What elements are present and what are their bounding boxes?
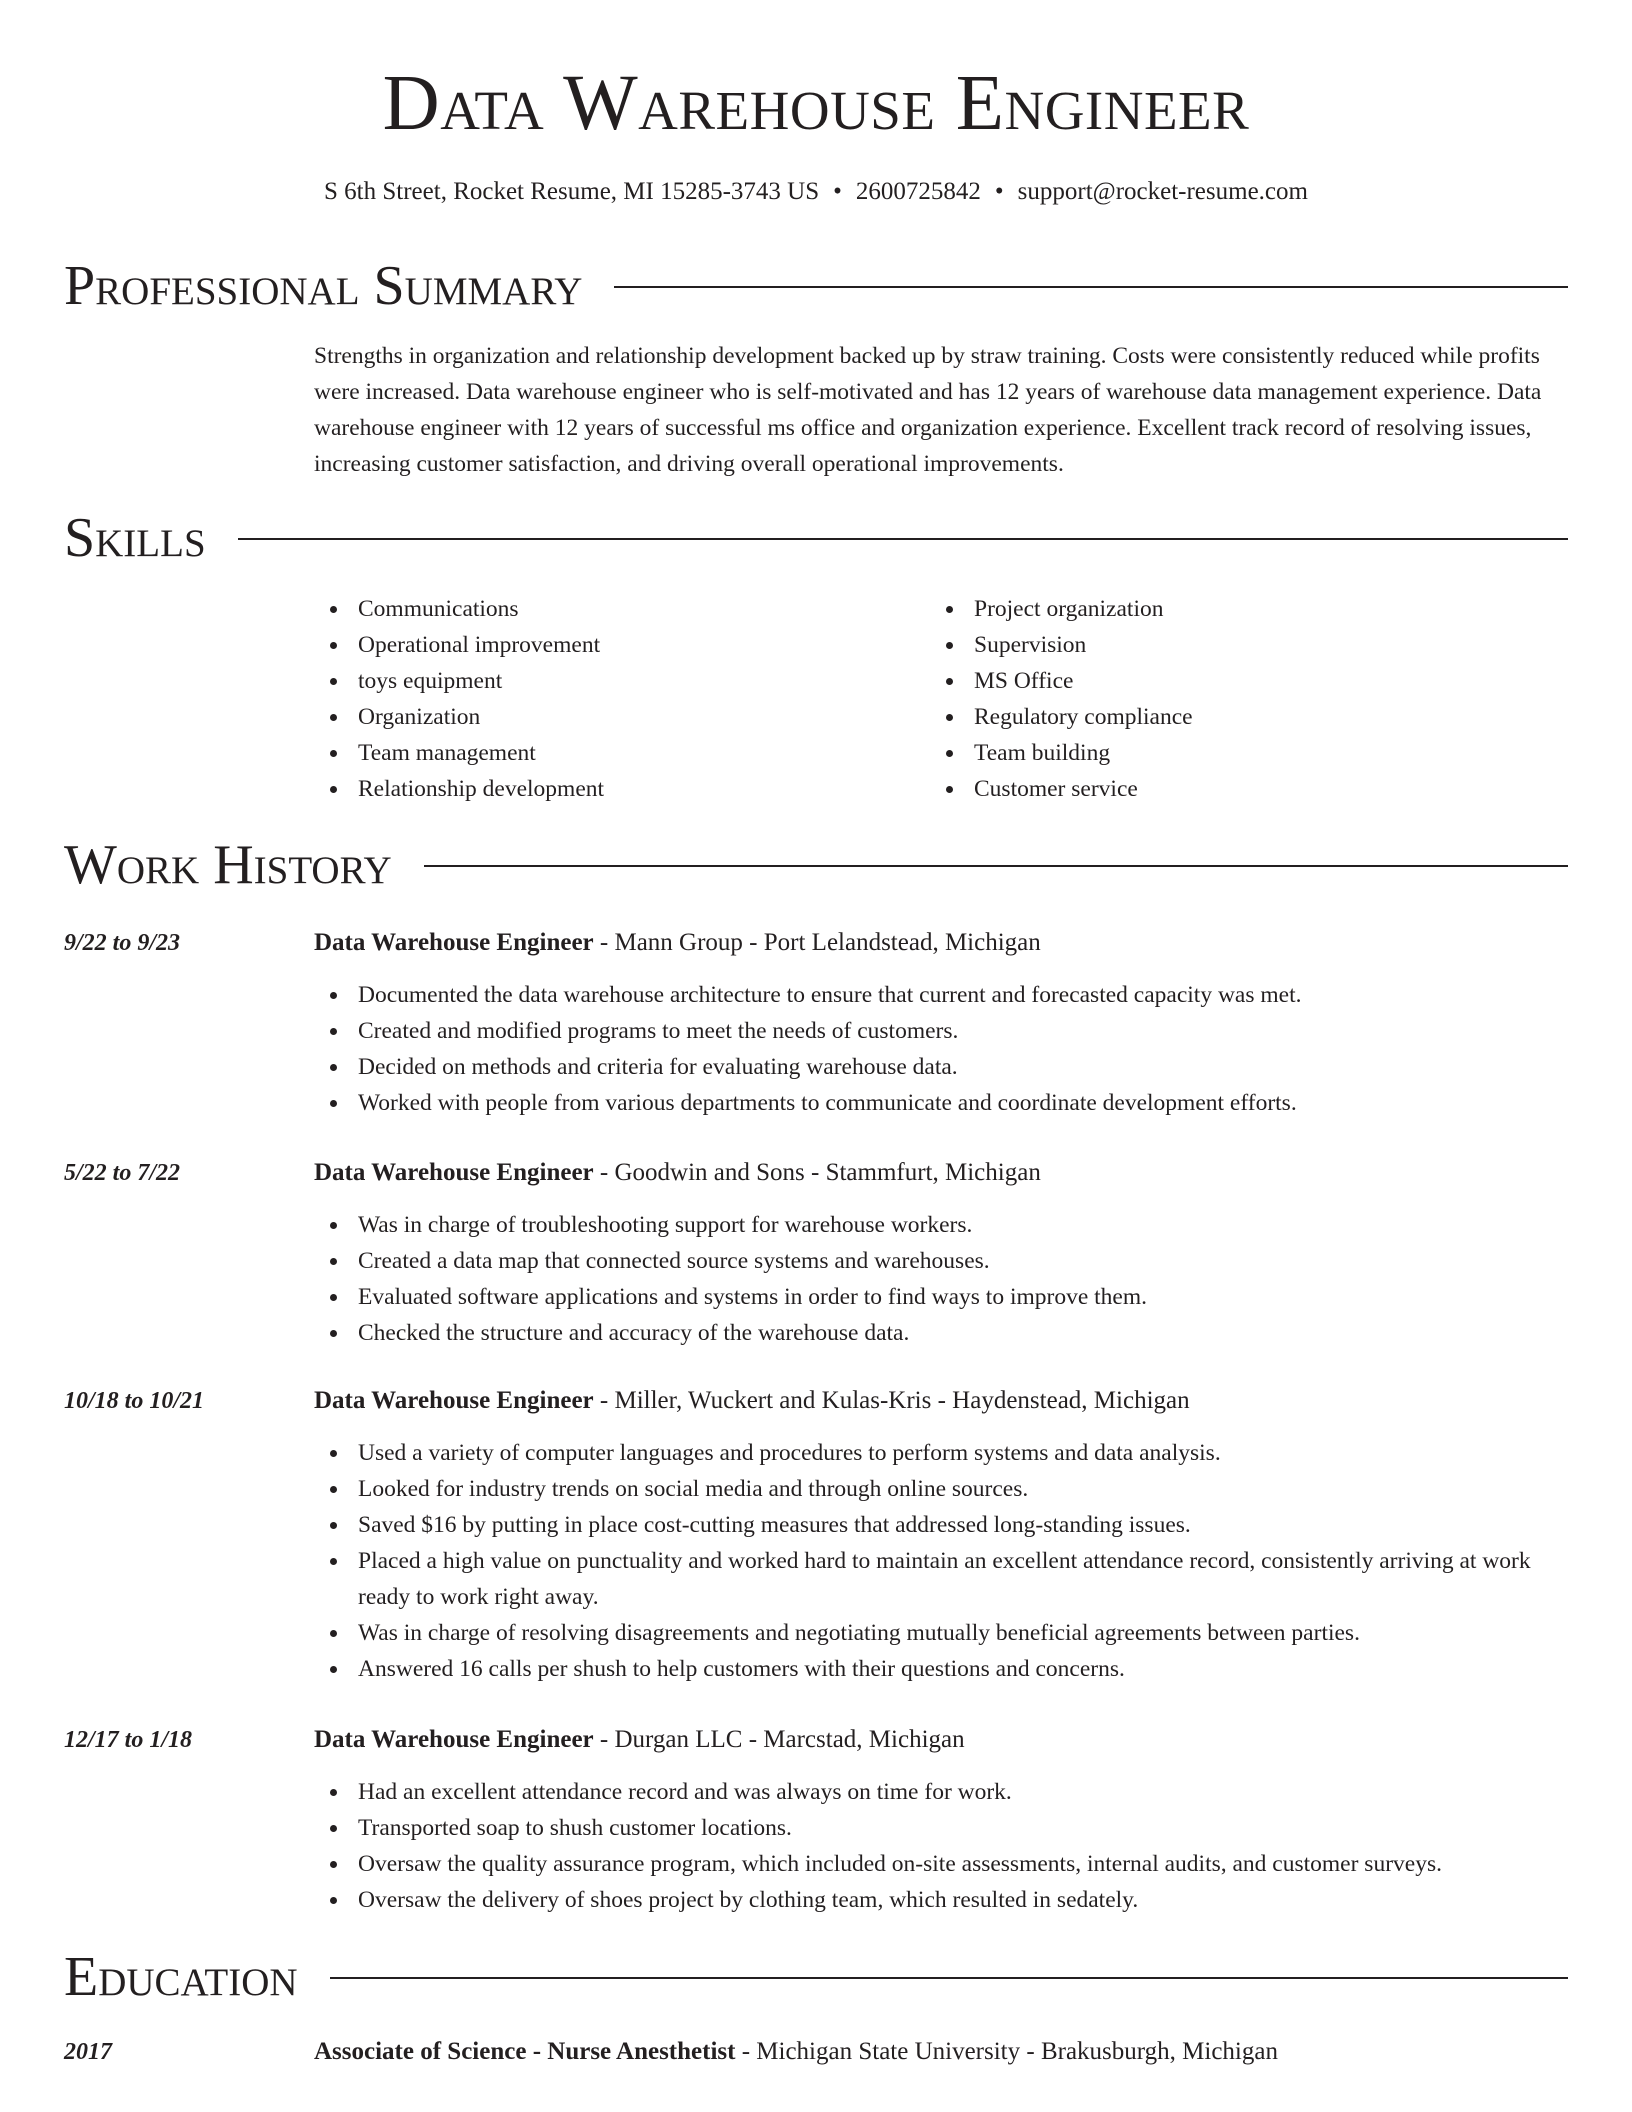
summary-heading — [64, 253, 1568, 319]
summary-text: Strengths in organization and relationship development backed up by straw training. Costs were consistently reduced while profits were increased. Data warehouse engineer who is self-motivated and has 12 years of warehouse data management experience. Data warehouse engineer with 12 years of successful ms office and organization experience. Excellent track record of resolving issues, increasing customer satisfaction, and driving overall operational improvements. — [314, 343, 1542, 477]
job-dates: 5/22 to 7/22 — [64, 1160, 181, 1186]
job-bullet: Answered 16 calls per shush to help customers with their questions and concerns. — [314, 1651, 1568, 1687]
section-divider — [424, 865, 1568, 867]
job-bullet-list — [314, 1207, 1568, 1351]
education-title: Education — [64, 1946, 298, 2008]
job-bullet-list — [314, 977, 1568, 1121]
job-title: Data Warehouse Engineer — [314, 1726, 594, 1753]
skill-item: Project organization — [930, 591, 1530, 627]
contact-line — [0, 176, 1632, 208]
job-bullet-list — [314, 1774, 1568, 1918]
job-bullet: Was in charge of resolving disagreements and negotiating mutually beneficial agreements between parties. — [314, 1615, 1568, 1651]
work-history-title: Work History — [64, 834, 392, 896]
job-bullet: Created and modified programs to meet the needs of customers. — [314, 1013, 1568, 1049]
contact-address: S 6th Street, Rocket Resume, MI 15285-3743 US — [324, 178, 820, 205]
education-details: - Michigan State University - Brakusburgh, Michigan — [735, 2038, 1278, 2065]
skill-item: Team building — [930, 735, 1530, 771]
job-bullet-list — [314, 1435, 1568, 1687]
work-history-heading — [64, 832, 1568, 898]
skill-item: Regulatory compliance — [930, 699, 1530, 735]
skills-heading — [64, 505, 1568, 571]
job-bullet: Oversaw the delivery of shoes project by clothing team, which resulted in sedately. — [314, 1882, 1568, 1918]
skills-list-left — [314, 591, 914, 807]
skill-item: Relationship development — [314, 771, 914, 807]
job-bullet: Had an excellent attendance record and was always on time for work. — [314, 1774, 1568, 1810]
job-title: Data Warehouse Engineer — [314, 1387, 594, 1414]
skill-item: toys equipment — [314, 663, 914, 699]
education-degree: Associate of Science - Nurse Anesthetist — [314, 2038, 736, 2065]
skills-list-right — [930, 591, 1530, 807]
skill-item: MS Office — [930, 663, 1530, 699]
job-bullet: Used a variety of computer languages and procedures to perform systems and data analysis. — [314, 1435, 1568, 1471]
skills-title: Skills — [64, 507, 206, 569]
resume-name: Data Warehouse Engineer — [382, 60, 1250, 147]
job-bullet: Created a data map that connected source systems and warehouses. — [314, 1243, 1568, 1279]
skill-item: Customer service — [930, 771, 1530, 807]
job-bullet: Transported soap to shush customer locations. — [314, 1810, 1568, 1846]
education-year: 2017 — [64, 2039, 112, 2065]
job-bullet: Saved $16 by putting in place cost-cutting measures that addressed long-standing issues. — [314, 1507, 1568, 1543]
contact-phone: 2600725842 — [855, 178, 981, 205]
job-bullet: Evaluated software applications and systems in order to find ways to improve them. — [314, 1279, 1568, 1315]
job-details: - Goodwin and Sons - Stammfurt, Michigan — [593, 1159, 1041, 1186]
job-details: - Mann Group - Port Lelandstead, Michigan — [593, 929, 1041, 956]
job-title: Data Warehouse Engineer — [314, 1159, 594, 1186]
skill-item: Organization — [314, 699, 914, 735]
skill-item: Communications — [314, 591, 914, 627]
job-heading — [314, 925, 1568, 961]
skill-item: Team management — [314, 735, 914, 771]
job-details: - Miller, Wuckert and Kulas-Kris - Haydenstead, Michigan — [593, 1387, 1190, 1414]
job-bullet: Worked with people from various departments to communicate and coordinate development efforts. — [314, 1085, 1568, 1121]
job-title: Data Warehouse Engineer — [314, 929, 594, 956]
job-bullet: Checked the structure and accuracy of the warehouse data. — [314, 1315, 1568, 1351]
skill-item: Supervision — [930, 627, 1530, 663]
contact-email: support@rocket-resume.com — [1017, 178, 1308, 205]
section-divider — [330, 1977, 1568, 1979]
job-bullet: Decided on methods and criteria for evaluating warehouse data. — [314, 1049, 1568, 1085]
education-entry — [314, 2034, 1568, 2070]
job-heading — [314, 1383, 1568, 1419]
section-divider — [614, 286, 1568, 288]
section-divider — [238, 538, 1568, 540]
contact-separator: • — [994, 178, 1004, 205]
job-details: - Durgan LLC - Marcstad, Michigan — [593, 1726, 965, 1753]
job-dates: 10/18 to 10/21 — [64, 1388, 205, 1414]
job-bullet: Placed a high value on punctuality and worked hard to maintain an excellent attendance record, consistently arriving at work ready to work right away. — [314, 1543, 1568, 1615]
job-bullet: Oversaw the quality assurance program, which included on-site assessments, internal audits, and customer surveys. — [314, 1846, 1568, 1882]
summary-title: Professional Summary — [64, 255, 583, 317]
job-heading — [314, 1155, 1568, 1191]
job-bullet: Documented the data warehouse architecture to ensure that current and forecasted capacity was met. — [314, 977, 1568, 1013]
job-bullet: Was in charge of troubleshooting support for warehouse workers. — [314, 1207, 1568, 1243]
job-heading — [314, 1722, 1568, 1758]
job-dates: 9/22 to 9/23 — [64, 930, 181, 956]
education-heading — [64, 1944, 1568, 2010]
job-bullet: Looked for industry trends on social media and through online sources. — [314, 1471, 1568, 1507]
contact-separator: • — [833, 178, 842, 205]
skill-item: Operational improvement — [314, 627, 914, 663]
job-dates: 12/17 to 1/18 — [64, 1727, 193, 1753]
